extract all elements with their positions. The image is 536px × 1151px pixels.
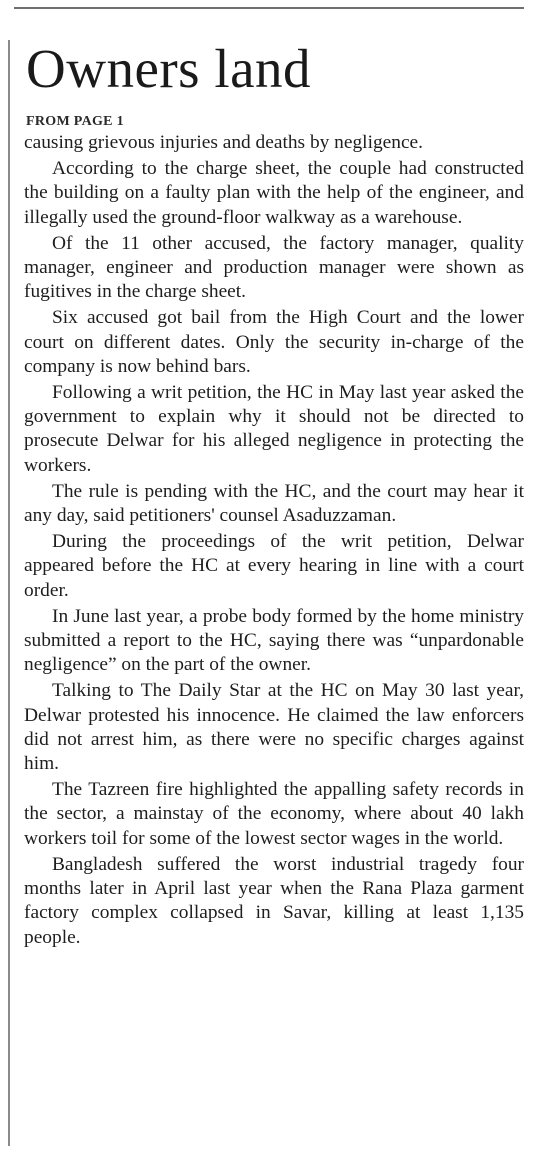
- paragraph: According to the charge sheet, the couple had constructed the building on a faulty plan with the help of the engineer, and illegally used the ground-floor walkway as a warehouse.: [24, 158, 524, 228]
- paragraph: The rule is pending with the HC, and the court may hear it any day, said petitioners' counsel Asaduzzaman.: [24, 480, 524, 527]
- article: [24, 38, 524, 952]
- paragraph: In June last year, a probe body formed by the home ministry submitted a report to the HC, saying there was “unpardonable negligence” on the part of the owner.: [24, 605, 524, 676]
- paragraph: Six accused got bail from the High Court and the lower court on different dates. Only the security in-charge of the company is now behind bars.: [24, 307, 524, 377]
- paragraph: Following a writ petition, the HC in May last year asked the government to explain why it should not be directed to prosecute Delwar for his alleged negligence in protecting the workers.: [24, 382, 524, 476]
- paragraph: causing grievous injuries and deaths by negligence.: [24, 132, 424, 153]
- column-rule: [8, 40, 10, 1146]
- jump-line: FROM PAGE 1: [26, 114, 124, 129]
- paragraph: Talking to The Daily Star at the HC on May 30 last year, Delwar protested his innocence. He claimed the law enforcers did not arrest him, as there were no specific charges against him.: [24, 680, 524, 775]
- top-rule: [14, 7, 524, 9]
- paragraph: Bangladesh suffered the worst industrial tragedy four months later in April last year when the Rana Plaza garment factory complex collapsed in Savar, killing at least 1,135 people.: [24, 853, 524, 948]
- paragraph: The Tazreen fire highlighted the appalling safety records in the sector, a mainstay of the economy, where about 40 lakh workers toil for some of the lowest sector wages in the world.: [24, 779, 524, 849]
- headline: Owners land: [26, 38, 312, 99]
- article-body: [24, 131, 524, 950]
- paragraph: Of the 11 other accused, the factory manager, quality manager, engineer and production manager were shown as fugitives in the charge sheet.: [24, 232, 524, 303]
- paragraph: During the proceedings of the writ petition, Delwar appeared before the HC at every hearing in line with a court order.: [24, 531, 524, 601]
